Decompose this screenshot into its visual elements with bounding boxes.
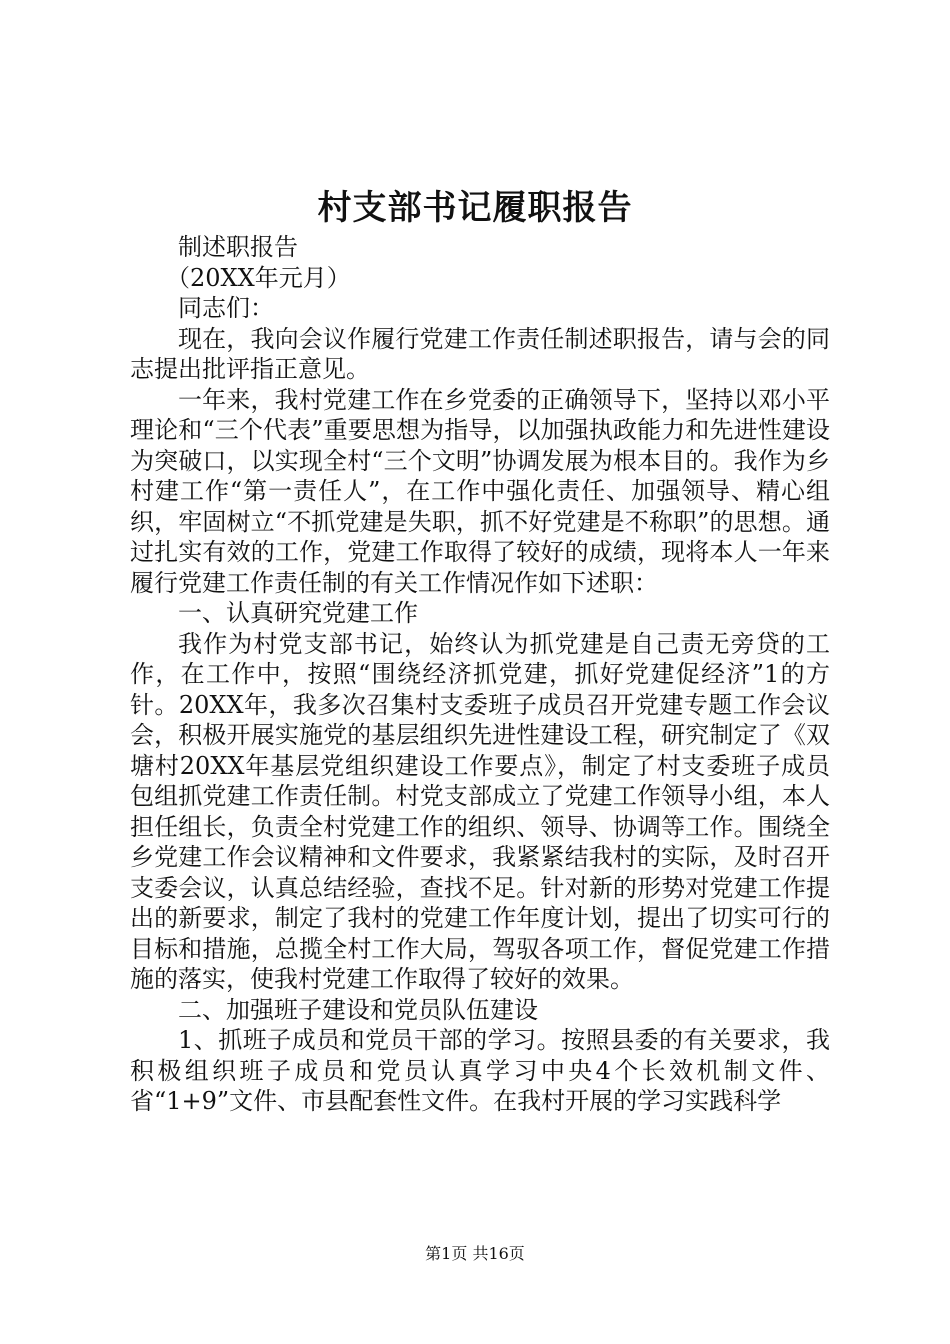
document-title: 村支部书记履职报告 xyxy=(317,188,633,228)
paragraph-intro: 现在，我向会议作履行党建工作责任制述职报告，请与会的同志提出批评指正意见。 xyxy=(130,324,830,383)
paragraph-section-1: 我作为村党支部书记，始终认为抓党建是自己责无旁贷的工作，在工作中，按照“围绕经济抓党建，抓好党建促经济”1的方针。20XX年，我多次召集村支委班子成员召开党建专题工作会议会，积极开展实施党的基层组织先进性建设工程，研究制定了《双塘村20XX年基层党组织建设工作要点》，制定了村支委班子成员包组抓党建工作责任制。村党支部成立了党建工作领导小组，本人担任组长，负责全村党建工作的组织、领导、协调等工作。围绕全乡党建工作会议精神和文件要求，我紧紧结我村的实际，及时召开支委会议，认真总结经验，查找不足。针对新的形势对党建工作提出的新要求，制定了我村的党建工作年度计划，提出了切实可行的目标和措施，总揽全村工作大局，驾驭各项工作，督促党建工作措施的落实，使我村党建工作取得了较好的效果。 xyxy=(130,629,830,993)
paragraph-salutation: 同志们： xyxy=(178,294,274,322)
section-heading-1: 一、认真研究党建工作 xyxy=(178,599,418,627)
page-number-footer: 第1页 共16页 xyxy=(425,1244,525,1263)
paragraph-section-2-item-1: 1、抓班子成员和党员干部的学习。按照县委的有关要求，我积极组织班子成员和党员认真学习中央4个长效机制文件、省“1+9”文件、市县配套性文件。在我村开展的学习实践科学 xyxy=(130,1026,830,1115)
paragraph-heading-line: 制述职报告 xyxy=(178,233,298,261)
paragraph-date: （20XX年元月） xyxy=(166,263,351,292)
section-heading-2: 二、加强班子建设和党员队伍建设 xyxy=(178,995,538,1024)
document-body xyxy=(130,232,830,1117)
paragraph-overview: 一年来，我村党建工作在乡党委的正确领导下，坚持以邓小平理论和“三个代表”重要思想为指导，以加强执政能力和先进性建设为突破口，以实现全村“三个文明”协调发展为根本目的。我作为乡村建工作“第一责任人”，在工作中强化责任、加强领导、精心组织，牢固树立“不抓党建是失职，抓不好党建是不称职”的思想。通过扎实有效的工作，党建工作取得了较好的成绩，现将本人一年来履行党建工作责任制的有关工作情况作如下述职： xyxy=(130,385,830,597)
